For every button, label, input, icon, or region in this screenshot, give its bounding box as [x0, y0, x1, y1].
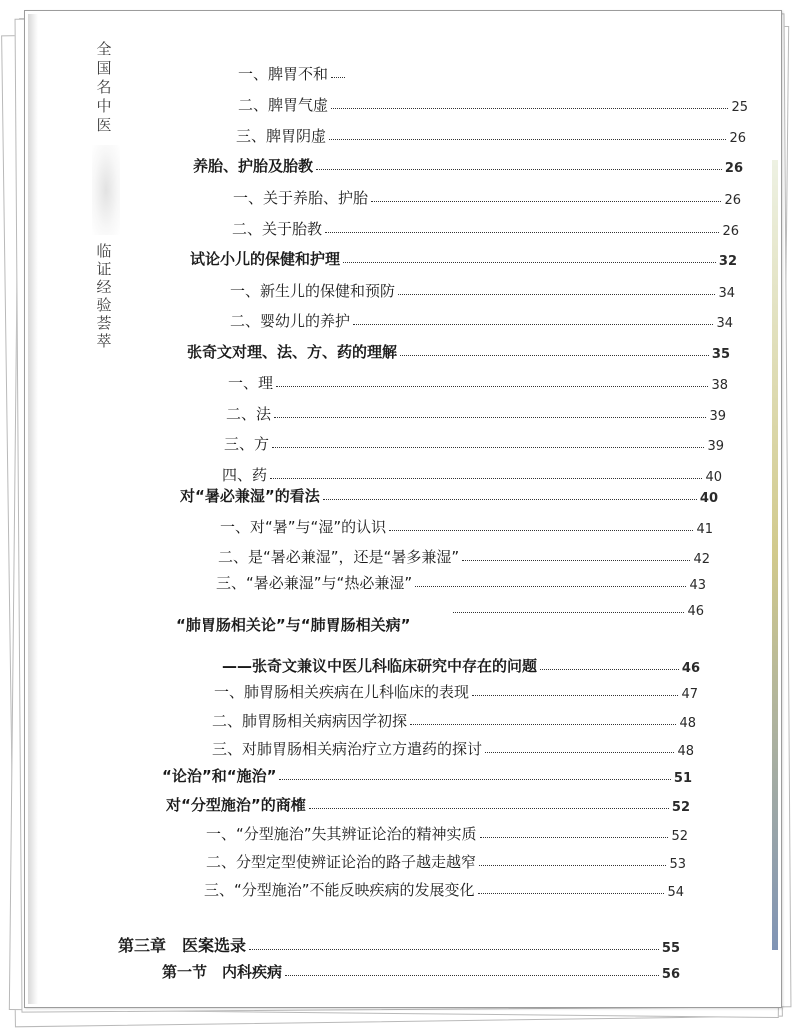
toc-entry: 二、肺胃肠相关病病因学初探 48 — [212, 712, 696, 731]
toc-entry: 一、肺胃肠相关疾病在儿科临床的表现 47 — [214, 683, 698, 702]
toc-entry: 二、法 39 — [226, 405, 726, 424]
toc-section-heading: 试论小儿的保健和护理 32 — [190, 250, 737, 269]
toc-entry: 二、关于胎教 26 — [232, 220, 739, 239]
cover-edge — [772, 160, 778, 950]
book-subtitle: 临证经验荟萃 — [96, 242, 112, 350]
toc-entry: 一、脾胃不和 — [238, 58, 348, 84]
toc-entry: 二、是“暑必兼湿”，还是“暑多兼湿” 42 — [218, 548, 710, 567]
toc-subsection-heading: 第一节 内科疾病 56 — [162, 963, 680, 982]
toc-section-heading: “肺胃肠相关论”与“肺胃肠相关病” — [176, 616, 411, 634]
toc-section-heading: 张奇文对理、法、方、药的理解 35 — [187, 343, 730, 362]
spine-shadow — [28, 14, 38, 1004]
toc-entry: 三、脾胃阴虚 26 — [236, 127, 746, 146]
toc-entry: 二、婴幼儿的养护 34 — [230, 312, 733, 331]
toc-section-subheading: ——张奇文兼议中医儿科临床研究中存在的问题 46 — [222, 657, 700, 676]
toc-entry-continuation: 46 — [450, 593, 704, 619]
toc-section-heading: 养胎、护胎及胎教 26 — [193, 157, 743, 176]
book-title-watermark — [92, 145, 120, 235]
toc-entry: 三、“分型施治”不能反映疾病的发展变化 54 — [204, 881, 684, 900]
toc-entry: 一、关于养胎、护胎 26 — [233, 189, 741, 208]
toc-section-heading: 对“暑必兼湿”的看法 40 — [180, 487, 718, 506]
toc-entry: 三、“暑必兼湿”与“热必兼湿” 43 — [216, 574, 706, 593]
toc-entry: 一、新生儿的保健和预防 34 — [230, 282, 735, 301]
toc-entry: 二、分型定型使辨证论治的路子越走越窄 53 — [206, 853, 686, 872]
book-series-title: 全国名中医 — [96, 40, 112, 134]
toc-entry: 一、理 38 — [228, 374, 728, 393]
toc-section-heading: 对“分型施治”的商榷 52 — [166, 796, 690, 815]
toc-entry: 三、方 39 — [224, 435, 724, 454]
toc-entry: 二、脾胃气虚 25 — [238, 96, 748, 115]
toc-entry: 一、“分型施治”失其辨证论治的精神实质 52 — [206, 825, 688, 844]
toc-section-heading: “论治”和“施治” 51 — [162, 767, 692, 786]
toc-entry: 三、对肺胃肠相关病治疗立方遣药的探讨 48 — [212, 740, 694, 759]
toc-entry: 四、药 40 — [222, 466, 722, 485]
toc-chapter-heading: 第三章 医案选录 55 — [118, 936, 680, 956]
toc-entry: 一、对“暑”与“湿”的认识 41 — [220, 518, 713, 537]
